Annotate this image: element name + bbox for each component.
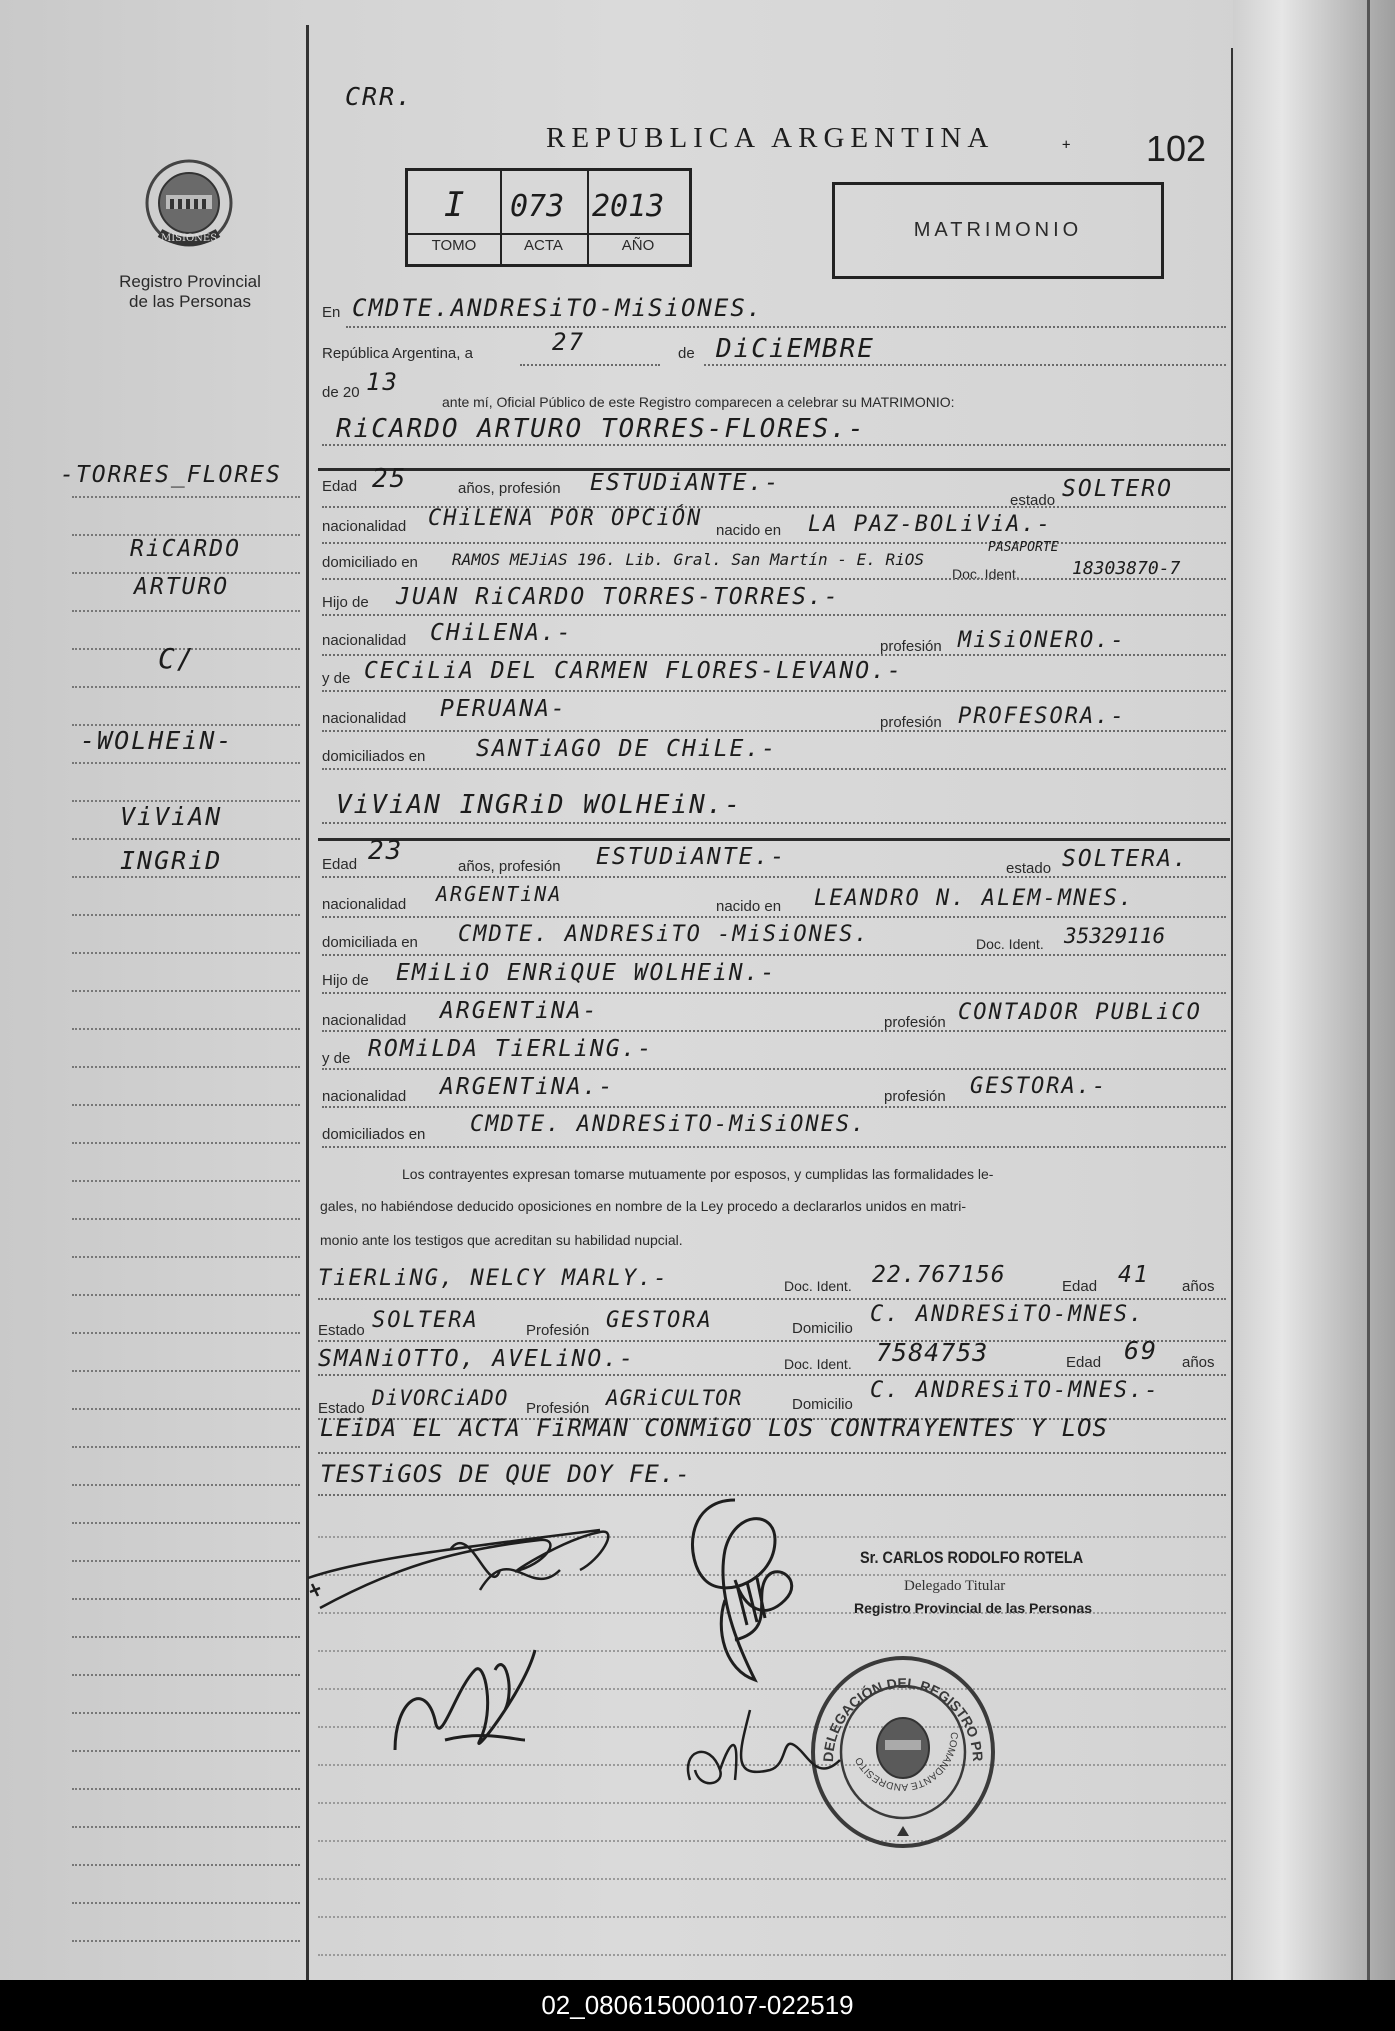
groom-doc: 18303870-7 [1072, 558, 1181, 579]
margin-ruled-line [72, 762, 300, 764]
witness-1-edad: 41 [1118, 1262, 1150, 1288]
groom-name-line [322, 444, 1226, 446]
month-line [704, 364, 1226, 366]
margin-entry-con: C/ [158, 642, 196, 675]
margin-rule-left [306, 25, 309, 1980]
month-value: DiCiEMBRE [716, 334, 875, 364]
bride-domicilio: CMDTE. ANDRESiTO -MiSiONES. [458, 922, 870, 947]
groom-line-3 [322, 578, 1226, 580]
bride-parents-dom: CMDTE. ANDRESiTO-MiSiONES. [470, 1112, 867, 1137]
bride-line-2 [322, 916, 1226, 918]
margin-entry-groom-first: RiCARDO [130, 536, 241, 562]
witness-2-line-1 [318, 1374, 1226, 1376]
day-line [520, 364, 660, 366]
groom-domicilio: RAMOS MEJiAS 196. Lib. Gral. San Martín - E. RiOS [452, 550, 925, 569]
bride-line-4 [322, 992, 1226, 994]
witness-1-profesion-label: Profesión [526, 1322, 590, 1339]
margin-ruled-line [72, 1826, 300, 1828]
bride-nacido: LEANDRO N. ALEM-MNES. [814, 886, 1135, 911]
bride-line-1 [322, 876, 1226, 878]
witness-1-doc-label: Doc. Ident. [784, 1278, 852, 1294]
bride-mother: ROMiLDA TiERLiNG.- [368, 1036, 654, 1062]
en-label: En [322, 304, 341, 321]
groom-father-prof-label: profesión [880, 638, 942, 655]
margin-ruled-line [72, 1484, 300, 1486]
groom-nacido: LA PAZ-BOLiViA.- [808, 512, 1052, 537]
bride-line-7 [322, 1106, 1226, 1108]
margin-ruled-line [72, 1028, 300, 1030]
margin-ruled-line [72, 1142, 300, 1144]
groom-mother: CECiLiA DEL CARMEN FLORES-LEVANO.- [364, 658, 903, 684]
witness-2-domicilio: C. ANDRESiTO-MNES.- [870, 1378, 1160, 1403]
witness-2-doc: 7584753 [876, 1338, 989, 1367]
bride-profesion: ESTUDiANTE.- [596, 844, 787, 870]
bride-mother-nac: ARGENTiNA.- [440, 1074, 615, 1100]
spine-edge [1367, 0, 1370, 1980]
republica-label: República Argentina, a [322, 345, 473, 362]
groom-father-prof: MiSiONERO.- [958, 628, 1126, 653]
groom-line-7 [322, 730, 1226, 732]
margin-ruled-line [72, 1294, 300, 1296]
place-value: CMDTE.ANDRESiTO-MiSiONES. [352, 294, 764, 322]
margin-entry-groom-second: ARTURO [134, 574, 230, 600]
margin-ruled-line [72, 1218, 300, 1220]
margin-ruled-line [72, 1636, 300, 1638]
bride-section-rule [318, 838, 1230, 841]
tomo-value: I [444, 185, 465, 225]
margin-entry-bride-second: INGRiD [120, 846, 223, 875]
svg-text:COMANDANTE ANDRESITO: COMANDANTE ANDRESITO [853, 1731, 960, 1793]
official-stamp-name: Sr. CARLOS RODOLFO ROTELA [860, 1548, 1084, 1567]
signature-ruled-line [318, 1878, 1226, 1880]
bride-mother-nac-label: nacionalidad [322, 1088, 407, 1105]
bride-doc: 35329116 [1064, 924, 1166, 948]
tomo-label: TOMO [431, 237, 477, 254]
institution-seal-icon [140, 155, 238, 260]
groom-nacionalidad: CHiLENA POR OPCiÓN [428, 506, 703, 531]
witness-2-estado-label: Estado [318, 1400, 365, 1417]
bride-doc-label: Doc. Ident. [976, 936, 1044, 952]
groom-father: JUAN RiCARDO TORRES-TORRES.- [396, 584, 840, 610]
statement-line-1: Los contrayentes expresan tomarse mutuamente por esposos, y cumplidas las formalidades le- [402, 1166, 994, 1182]
bride-name: ViViAN INGRiD WOLHEiN.- [336, 790, 743, 820]
margin-ruled-line [72, 876, 300, 878]
margin-ruled-line [72, 496, 300, 498]
groom-hijo-label: Hijo de [322, 594, 369, 611]
bride-estado-label: estado [1006, 860, 1052, 877]
country-heading: REPUBLICA ARGENTINA [546, 122, 995, 154]
ante-text: ante mí, Oficial Público de este Registro comparecen a celebrar su MATRIMONIO: [442, 394, 955, 410]
groom-yde-label: y de [322, 670, 351, 687]
bride-yde-label: y de [322, 1050, 351, 1067]
margin-ruled-line [72, 1750, 300, 1752]
bride-line-8 [322, 1146, 1226, 1148]
scan-mark-icon: + [1062, 137, 1071, 153]
groom-mother-prof-label: profesión [880, 714, 942, 731]
margin-ruled-line [72, 1104, 300, 1106]
acta-label: ACTA [524, 237, 563, 254]
closing-line-2: TESTiGOS DE QUE DOY FE.- [320, 1460, 691, 1488]
groom-parents-dom-label: domiciliados en [322, 748, 426, 765]
groom-edad-label: Edad [322, 478, 358, 495]
margin-ruled-line [72, 610, 300, 612]
signature-ruled-line [318, 1954, 1226, 1956]
witness-2-profesion-label: Profesión [526, 1400, 590, 1417]
de-label: de [678, 345, 695, 362]
witness-2-edad-label: Edad [1066, 1354, 1102, 1371]
margin-ruled-line [72, 1940, 300, 1942]
margin-ruled-line [72, 1408, 300, 1410]
margin-ruled-line [72, 990, 300, 992]
institution-name [100, 272, 280, 312]
scan-footer-code: 02_080615000107-022519 [0, 1980, 1395, 2031]
witness-1-estado: SOLTERA [372, 1308, 479, 1333]
margin-ruled-line [72, 1522, 300, 1524]
margin-ruled-line [72, 838, 300, 840]
margin-entry-bride-first: ViViAN [120, 802, 223, 831]
groom-line-2 [322, 542, 1226, 544]
institution-name-line1: Registro Provincial [119, 272, 261, 291]
witness-1-anios-label: años [1182, 1278, 1215, 1295]
groom-edad: 25 [372, 464, 408, 494]
margin-ruled-line [72, 1788, 300, 1790]
document-type-box [832, 182, 1164, 279]
bride-edad: 23 [368, 836, 404, 866]
margin-ruled-line [72, 1864, 300, 1866]
witness-1-domicilio-label: Domicilio [792, 1320, 853, 1337]
margin-ruled-line [72, 1712, 300, 1714]
signature-ruled-line [318, 1840, 1226, 1842]
margin-ruled-line [72, 686, 300, 688]
groom-estado: SOLTERO [1062, 476, 1173, 502]
bride-father: EMiLiO ENRiQUE WOLHEiN.- [396, 960, 777, 986]
witness-1-edad-label: Edad [1062, 1278, 1098, 1295]
acta-value: 073 [510, 189, 565, 224]
margin-ruled-line [72, 1560, 300, 1562]
groom-line-5 [322, 654, 1226, 656]
groom-estado-label: estado [1010, 492, 1056, 509]
groom-mother-nac: PERUANA- [440, 696, 567, 722]
witness-2-profesion: AGRiCULTOR [606, 1386, 743, 1410]
year-prefix: de 20 [322, 384, 360, 401]
groom-nacido-label: nacido en [716, 522, 782, 539]
svg-text:MISIONES: MISIONES [160, 233, 218, 244]
anio-value: 2013 [592, 189, 665, 224]
margin-rule-right [1231, 48, 1233, 1980]
bride-nacido-label: nacido en [716, 898, 782, 915]
clerk-initials: CRR. [345, 82, 414, 111]
bride-line-3 [322, 954, 1226, 956]
groom-anios-label: años, profesión [458, 480, 561, 497]
groom-parents-dom: SANTiAGO DE CHiLE.- [476, 736, 778, 762]
signature-witness-1 [665, 1490, 825, 1700]
witness-2-domicilio-label: Domicilio [792, 1396, 853, 1413]
witness-2-name: SMANiOTTO, AVELiNO.- [318, 1346, 635, 1372]
book-spine [1233, 0, 1395, 1980]
bride-hijo-label: Hijo de [322, 972, 369, 989]
bride-estado: SOLTERA. [1062, 846, 1189, 872]
signature-groom [300, 1510, 640, 1620]
margin-entry-surname-bride: -WOLHEiN- [80, 726, 234, 755]
groom-pasaporte-note: PASAPORTE [988, 540, 1059, 555]
bride-father-nac-label: nacionalidad [322, 1012, 407, 1029]
closing-line-1-rule [318, 1452, 1226, 1454]
witness-2-doc-label: Doc. Ident. [784, 1356, 852, 1372]
bride-nac-label: nacionalidad [322, 896, 407, 913]
groom-domiciliado-label: domiciliado en [322, 554, 418, 571]
bride-anios-label: años, profesión [458, 858, 561, 875]
witness-2-anios-label: años [1182, 1354, 1215, 1371]
anio-label: AÑO [621, 237, 655, 254]
witness-1-line-1 [318, 1298, 1226, 1300]
witness-1-estado-label: Estado [318, 1322, 365, 1339]
closing-line-1: LEiDA EL ACTA FiRMAN CONMiGO LOS CONTRAYENTES Y LOS [320, 1414, 1108, 1442]
bride-father-prof-label: profesión [884, 1014, 946, 1031]
groom-line-8 [322, 768, 1226, 770]
svg-text:DELEGACIÓN DEL REGISTRO PROVIN: DELEGACIÓN DEL REGISTRO PR [819, 1674, 987, 1763]
groom-mother-nac-label: nacionalidad [322, 710, 407, 727]
margin-ruled-line [72, 1598, 300, 1600]
margin-ruled-line [72, 1256, 300, 1258]
bride-parents-dom-label: domiciliados en [322, 1126, 426, 1143]
year-suffix: 13 [366, 368, 399, 396]
bride-father-prof: CONTADOR PUBLiCO [958, 1000, 1202, 1025]
bride-mother-prof-label: profesión [884, 1088, 946, 1105]
groom-mother-prof: PROFESORA.- [958, 704, 1126, 729]
margin-ruled-line [72, 1902, 300, 1904]
groom-father-nac: CHiLENA.- [430, 620, 573, 646]
margin-ruled-line [72, 1066, 300, 1068]
witness-1-line-2 [318, 1340, 1226, 1342]
signature-ruled-line [318, 1916, 1226, 1918]
bride-nacionalidad: ARGENTiNA [436, 882, 563, 906]
witness-2-edad: 69 [1124, 1336, 1159, 1365]
groom-nac-label: nacionalidad [322, 518, 407, 535]
groom-line-6 [322, 690, 1226, 692]
place-line [346, 326, 1226, 328]
margin-ruled-line [72, 1674, 300, 1676]
margin-entry-surname-groom: -TORRES_FLORES [60, 462, 282, 488]
statement-line-3: monio ante los testigos que acreditan su habilidad nupcial. [320, 1232, 683, 1248]
signature-witness-2 [670, 1690, 850, 1800]
bride-line-6 [322, 1068, 1226, 1070]
groom-profesion: ESTUDiANTE.- [590, 470, 781, 496]
page-number: 102 [1146, 128, 1207, 169]
bride-father-nac: ARGENTiNA- [440, 998, 599, 1024]
bride-mother-prof: GESTORA.- [970, 1074, 1108, 1099]
margin-ruled-line [72, 1332, 300, 1334]
witness-1-profesion: GESTORA [606, 1308, 713, 1333]
margin-ruled-line [72, 914, 300, 916]
bride-edad-label: Edad [322, 856, 358, 873]
day-value: 27 [552, 328, 585, 356]
groom-name: RiCARDO ARTURO TORRES-FLORES.- [336, 414, 866, 444]
signature-bride [385, 1630, 585, 1770]
official-stamp-title: Delegado Titular [904, 1578, 1006, 1594]
margin-ruled-line [72, 1370, 300, 1372]
margin-ruled-line [72, 1446, 300, 1448]
groom-father-nac-label: nacionalidad [322, 632, 407, 649]
witness-1-name: TiERLiNG, NELCY MARLY.- [318, 1266, 669, 1291]
institution-name-line2: de las Personas [129, 292, 251, 311]
official-stamp-office: Registro Provincial de las Personas [854, 1600, 1093, 1616]
witness-1-doc: 22.767156 [872, 1262, 1006, 1288]
table-divider-h [408, 233, 689, 235]
groom-line-4 [322, 614, 1226, 616]
signature-ruled-line [318, 1802, 1226, 1804]
bride-name-line [322, 822, 1226, 824]
groom-doc-label: Doc. Ident. [952, 566, 1020, 582]
tomo-acta-anio-table [405, 168, 692, 267]
margin-ruled-line [72, 1180, 300, 1182]
document-type: MATRIMONIO [913, 219, 1083, 241]
bride-domiciliada-label: domiciliada en [322, 934, 418, 951]
statement-line-2: gales, no habiéndose deducido oposiciones en nombre de la Ley procedo a declararlos unidos en matri- [320, 1198, 966, 1214]
bride-line-5 [322, 1030, 1226, 1032]
margin-ruled-line [72, 952, 300, 954]
witness-1-domicilio: C. ANDRESiTO-MNES. [870, 1302, 1145, 1327]
witness-2-estado: DiVORCiADO [372, 1386, 509, 1410]
